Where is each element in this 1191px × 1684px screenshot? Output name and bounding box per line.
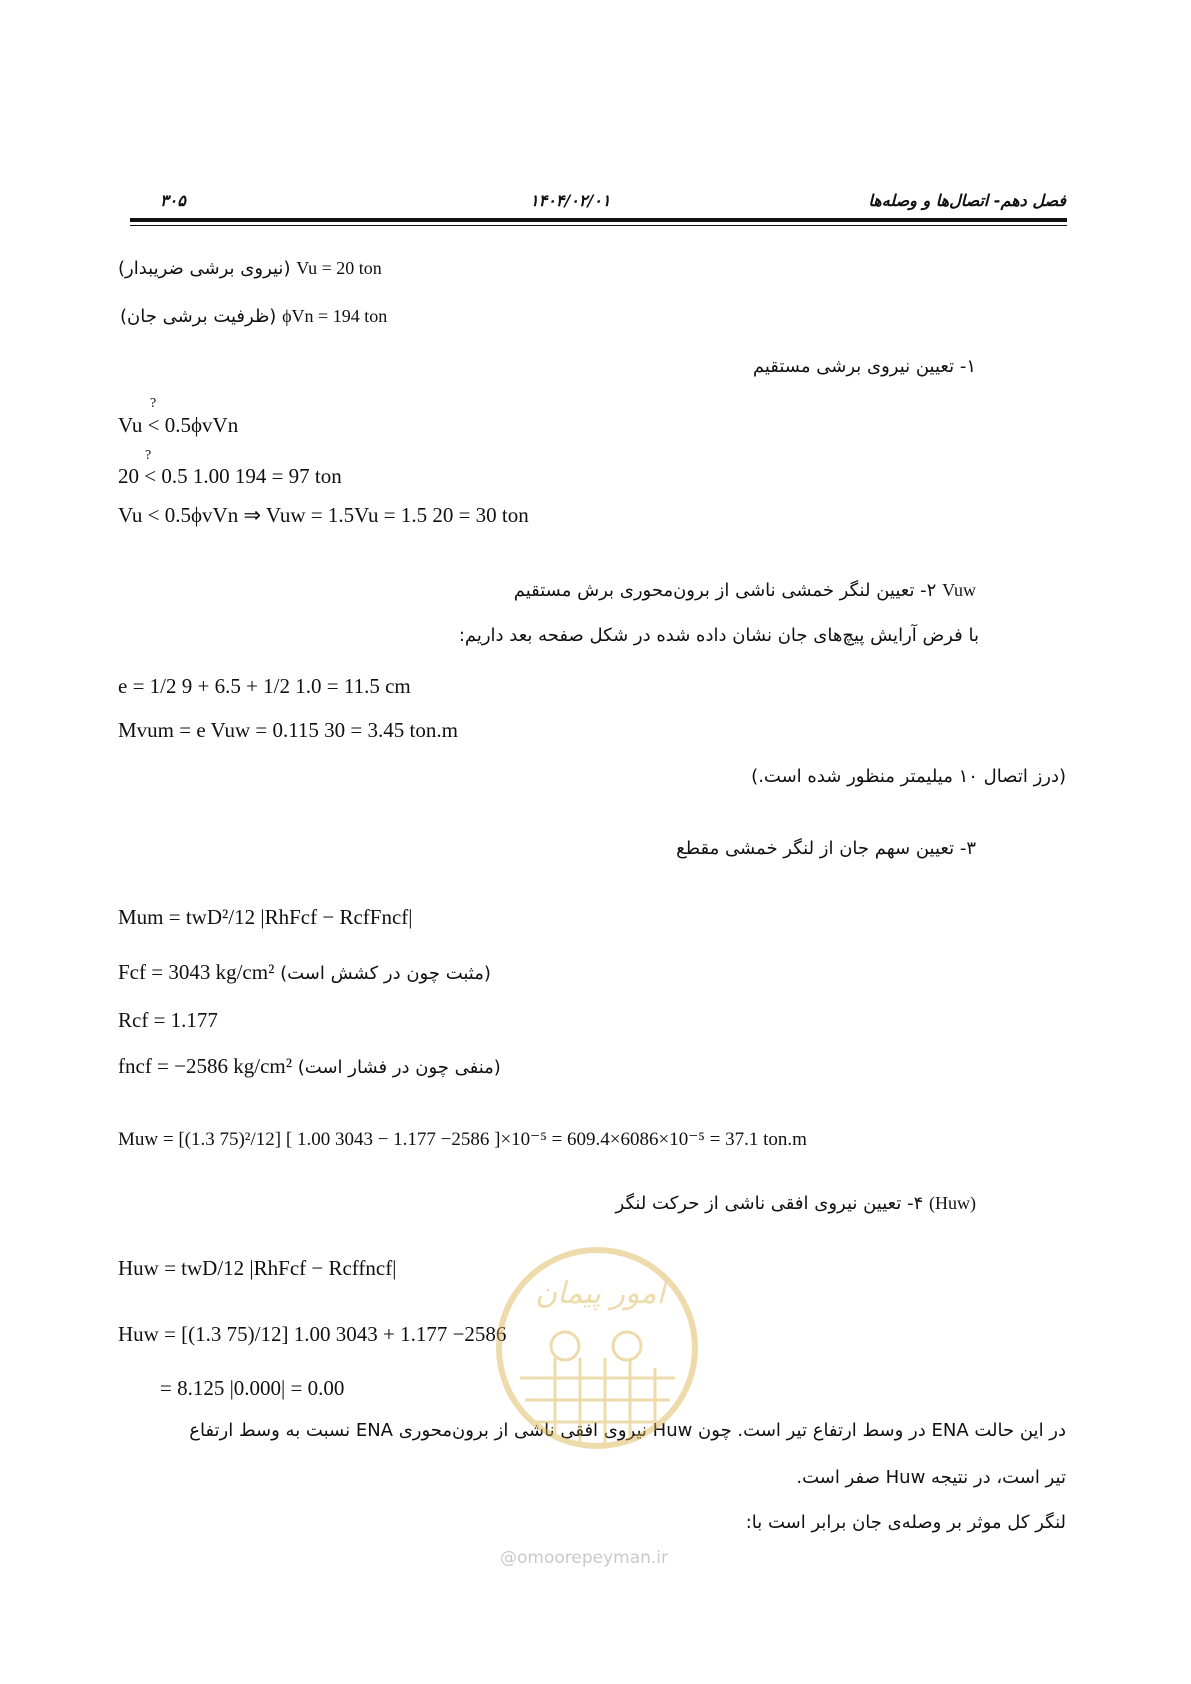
given-vu: (نیروی برشی ضریبدار) Vu = 20 ton: [118, 258, 382, 279]
step4-eq-h1: Huw = twD/12 |RhFcf − Rcffncf|: [118, 1256, 397, 1280]
page-number: ۳۰۵: [160, 191, 186, 210]
step3-eq-mum: Mum = twD²/12 |RhFcf − RcfFncf|: [118, 905, 413, 929]
step1-title: ۱- تعیین نیروی برشی مستقیم: [752, 356, 976, 377]
step3-fncf: fncf = −2586 kg/cm² (منفی چون در فشار است): [118, 1054, 501, 1078]
step2-note: (درز اتصال ۱۰ میلیمتر منظور شده است.): [751, 766, 1066, 787]
step2-eq-e: e = 1/2 9 + 6.5 + 1/2 1.0 = 11.5 cm: [118, 674, 411, 698]
watermark-logo: [495, 1228, 700, 1473]
step3-rcf: Rcf = 1.177: [118, 1008, 218, 1032]
header-rule-thick: [130, 218, 1067, 222]
conclusion-line2: تیر است، در نتیجه Huw صفر است.: [796, 1467, 1066, 1488]
step4-title: ۴- تعیین نیروی افقی ناشی از حرکت لنگر (Huw): [615, 1193, 976, 1214]
step1-eq2: 20 < 0.5 1.00 194 = 97 ton: [118, 464, 342, 488]
given-phivn: (ظرفیت برشی جان) ϕVn = 194 ton: [120, 306, 388, 327]
header-rule-thin: [130, 225, 1067, 226]
step4-eq-h2: Huw = [(1.3 75)/12] 1.00 3043 + 1.177 −2586: [118, 1322, 507, 1346]
step1-q2: ?: [145, 448, 152, 463]
step2-title: ۲- تعیین لنگر خمشی ناشی از برون‌محوری برش مستقیم Vuw: [513, 580, 976, 601]
step1-q1: ?: [150, 396, 157, 411]
conclusion-line1: در این حالت ENA در وسط ارتفاع تیر است. چون Huw نیروی افقی ناشی از برون‌محوری ENA نسبت به وسط ارتفاع: [189, 1420, 1066, 1441]
step2-eq-m: Mvum = e Vuw = 0.115 30 = 3.45 ton.m: [118, 718, 458, 742]
step3-title: ۳- تعیین سهم جان از لنگر خمشی مقطع: [676, 838, 976, 859]
step3-eq-muw: Muw = [(1.3 75)²/12] [ 1.00 3043 − 1.177 −2586 ]×10⁻⁵ = 609.4×6086×10⁻⁵ = 37.1 ton.m: [118, 1129, 807, 1150]
watermark-logo-text: امور پیمان: [535, 1276, 665, 1311]
step1-eq3: Vu < 0.5ϕvVn ⇒ Vuw = 1.5Vu = 1.5 20 = 30 ton: [118, 503, 529, 527]
step2-desc: با فرض آرایش پیچ‌های جان نشان داده شده در شکل صفحه بعد داریم:: [458, 625, 979, 646]
header-date: ۱۴۰۴/۰۲/۰۱: [530, 191, 611, 210]
step4-eq-h3: = 8.125 |0.000| = 0.00: [160, 1376, 345, 1400]
conclusion-line3: لنگر کل موثر بر وصله‌ی جان برابر است با:: [745, 1512, 1066, 1533]
chapter-title: فصل دهم- اتصال‌ها و وصله‌ها: [868, 191, 1066, 210]
step3-fcf: Fcf = 3043 kg/cm² (مثبت چون در کشش است): [118, 960, 491, 984]
step1-eq1: Vu < 0.5ϕvVn: [118, 413, 239, 437]
watermark-url: @omoorepeyman.ir: [500, 1548, 669, 1568]
